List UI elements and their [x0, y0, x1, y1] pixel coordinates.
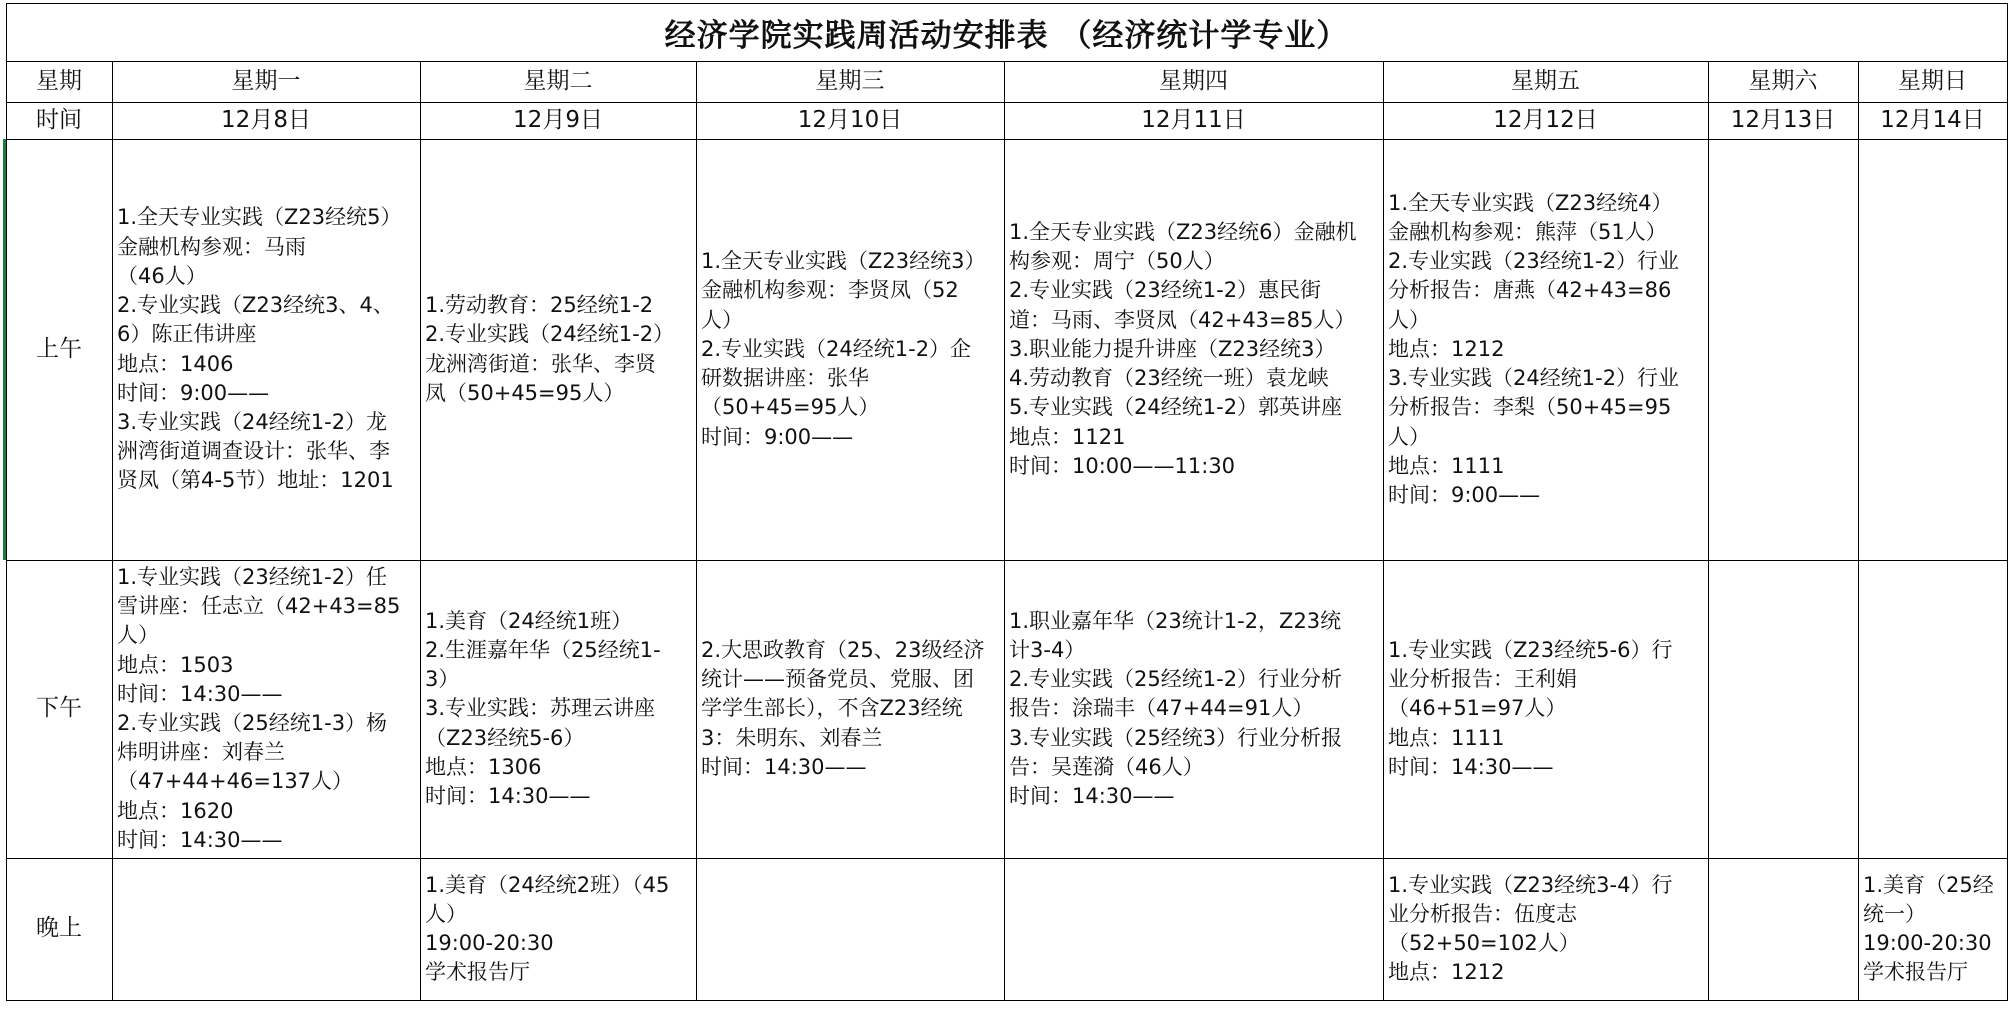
cell-line: 报告：涂瑞丰（47+44=91人）	[1009, 696, 1314, 721]
cell-line: 时间：9:00——	[117, 380, 270, 405]
cell-line: 19:00-20:30	[1863, 931, 1992, 955]
cell-line: 凤（50+45=95人）	[425, 380, 625, 405]
cell-line: 19:00-20:30	[425, 931, 554, 955]
cell-line: 1.美育（25经	[1863, 872, 1994, 897]
cell-line: 1.专业实践（23经统1-2）任	[117, 564, 388, 589]
header-date-2: 12月9日	[513, 106, 603, 133]
schedule-cell	[112, 560, 420, 858]
header-weekday-7: 星期日	[1898, 67, 1967, 94]
cell-line: （47+44+46=137人）	[117, 769, 354, 794]
header-date-7: 12月14日	[1880, 106, 1985, 133]
header-weekday-4: 星期四	[1159, 67, 1228, 94]
schedule-cell	[1383, 560, 1708, 858]
cell-line: 2.专业实践（25经统1-2）行业分析	[1009, 667, 1343, 692]
cell-line: 金融机构参观：熊萍（51人）	[1388, 220, 1667, 245]
cell-line: 贤凤（第4-5节）地址：1201	[117, 468, 394, 493]
cell-line: 人）	[425, 901, 467, 926]
schedule-cell	[696, 139, 1004, 560]
schedule-cell	[1004, 560, 1383, 858]
schedule-cell	[1858, 139, 2007, 560]
cell-line: 1.职业嘉年华（23统计1-2，Z23统	[1009, 608, 1342, 633]
cell-line: 分析报告：李梨（50+45=95	[1388, 395, 1672, 420]
cell-line: 时间：14:30——	[1388, 754, 1554, 779]
cell-line: 1.全天专业实践（Z23经统3）	[701, 249, 986, 274]
cell-line: 雪讲座：任志立（42+43=85	[117, 594, 401, 619]
cell-line: 地点：1406	[117, 351, 234, 376]
cell-line: 时间：14:30——	[117, 681, 283, 706]
schedule-cell	[420, 139, 696, 560]
schedule-cell	[420, 560, 696, 858]
cell-line: 人）	[1388, 307, 1430, 332]
cell-text	[117, 563, 415, 855]
header-weekday-6: 星期六	[1748, 67, 1818, 94]
cell-line: 2.专业实践（23经统1-2）惠民街	[1009, 278, 1322, 303]
cell-line: （46+51=97人）	[1388, 696, 1567, 721]
header-date-6: 12月13日	[1730, 106, 1836, 133]
cell-line: 金融机构参观：李贤凤（52	[701, 278, 959, 303]
cell-line: 3：朱明东、刘春兰	[701, 725, 883, 750]
grid-line	[420, 61, 421, 1001]
schedule-cell	[112, 139, 420, 560]
cell-line: 学术报告厅	[425, 960, 530, 985]
header-date-5: 12月12日	[1493, 106, 1598, 133]
header-date-1: 12月8日	[221, 106, 311, 133]
schedule-cell	[420, 858, 696, 1000]
cell-line: 地点：1212	[1388, 960, 1505, 985]
cell-line: 计3-4）	[1009, 637, 1086, 662]
cell-text	[1009, 607, 1378, 811]
cell-line: 龙洲湾街道：张华、李贤	[425, 351, 656, 376]
cell-text	[117, 203, 415, 495]
cell-line: 构参观：周宁（50人）	[1009, 249, 1225, 274]
schedule-cell	[696, 858, 1004, 1000]
period-label: 晚上	[36, 915, 82, 942]
cell-line: 1.专业实践（Z23经统3-4）行	[1388, 872, 1673, 897]
cell-line: 人）	[701, 307, 743, 332]
cell-line: 研数据讲座：张华	[701, 366, 869, 391]
schedule-cell	[1708, 560, 1858, 858]
cell-line: 1.美育（24经统2班）（45	[425, 872, 670, 897]
header-time-label: 时间	[36, 106, 82, 133]
cell-line: 2.专业实践（24经统1-2）企	[701, 336, 972, 361]
cell-line: 2.大思政教育（25、23级经济	[701, 637, 985, 662]
cell-line: （Z23经统5-6）	[425, 725, 585, 750]
cell-line: 地点：1306	[425, 754, 542, 779]
cell-line: 时间：9:00——	[701, 424, 854, 449]
cell-line: 洲湾街道调查设计：张华、李	[117, 439, 390, 464]
cell-text	[1863, 871, 2002, 988]
cell-text	[1388, 189, 1703, 510]
cell-line: 地点：1111	[1388, 725, 1505, 750]
cell-text	[1388, 871, 1703, 988]
cell-line: 3.专业实践（24经统1-2）行业	[1388, 366, 1680, 391]
cell-line: 时间：14:30——	[117, 827, 283, 852]
cell-line: 时间：14:30——	[701, 754, 867, 779]
header-weekday-5: 星期五	[1511, 67, 1580, 94]
cell-line: 1.专业实践（Z23经统5-6）行	[1388, 637, 1673, 662]
cell-line: 道：马雨、李贤凤（42+43=85人）	[1009, 307, 1356, 332]
cell-line: 统一）	[1863, 901, 1926, 926]
grid-line	[6, 3, 7, 61]
cell-line: 2.专业实践（23经统1-2）行业	[1388, 249, 1680, 274]
cell-line: （50+45=95人）	[701, 395, 880, 420]
cell-line: 3）	[425, 667, 460, 692]
cell-line: （46人）	[117, 263, 207, 288]
header-date-4: 12月11日	[1141, 106, 1246, 133]
cell-line: 3.专业实践（25经统3）行业分析报	[1009, 725, 1343, 750]
header-weekday-1: 星期一	[231, 67, 301, 94]
cell-line: 业分析报告：伍度志	[1388, 901, 1577, 926]
schedule-cell	[1004, 858, 1383, 1000]
cell-line: 学学生部长），不含Z23经统	[701, 696, 963, 721]
cell-line: （52+50=102人）	[1388, 931, 1580, 955]
cell-line: 人）	[1388, 424, 1430, 449]
cell-line: 3.职业能力提升讲座（Z23经统3）	[1009, 336, 1336, 361]
cell-text	[425, 871, 691, 988]
cell-line: 4.劳动教育（23经统一班）袁龙峡	[1009, 366, 1329, 391]
grid-line	[2007, 3, 2008, 61]
cell-line: 2.专业实践（25经统1-3）杨	[117, 711, 388, 735]
cell-line: 6）陈正伟讲座	[117, 322, 257, 347]
schedule-cell	[1858, 560, 2007, 858]
cell-line: 3.专业实践（24经统1-2）龙	[117, 409, 388, 434]
cell-line: 3.专业实践：苏理云讲座	[425, 696, 656, 721]
cell-line: 业分析报告：王利娟	[1388, 667, 1577, 692]
grid-line	[112, 61, 113, 1001]
schedule-cell	[1383, 139, 1708, 560]
grid-line	[1708, 61, 1709, 1001]
cell-line: 5.专业实践（24经统1-2）郭英讲座	[1009, 395, 1343, 420]
cell-line: 2.专业实践（Z23经统3、4、	[117, 293, 394, 318]
cell-line: 地点：1503	[117, 652, 234, 677]
cell-text	[425, 607, 691, 811]
cell-line: 统计——预备党员、党服、团	[701, 667, 974, 692]
cell-line: 地点：1212	[1388, 336, 1505, 361]
cell-line: 时间：14:30——	[425, 784, 591, 808]
grid-line	[1004, 61, 1005, 1001]
cell-line: 学术报告厅	[1863, 960, 1968, 985]
grid-line	[6, 3, 2007, 4]
cell-line: 时间：14:30——	[1009, 784, 1175, 808]
cell-line: 人）	[117, 623, 159, 648]
cell-line: 分析报告：唐燕（42+43=86	[1388, 278, 1672, 303]
cell-text	[425, 291, 691, 408]
sheet-title: 经济学院实践周活动安排表 （经济统计学专业）	[664, 18, 1349, 54]
cell-line: 炜明讲座：刘春兰	[117, 740, 285, 765]
cell-line: 2.专业实践（24经统1-2）	[425, 322, 675, 347]
period-label: 下午	[36, 695, 82, 722]
grid-line	[1383, 61, 1384, 1001]
schedule-cell	[1708, 139, 1858, 560]
schedule-cell	[1383, 858, 1708, 1000]
header-weekday-3: 星期三	[815, 67, 885, 94]
grid-line	[3, 139, 6, 560]
cell-line: 地点：1111	[1388, 453, 1505, 478]
schedule-cell	[112, 858, 420, 1000]
schedule-cell	[1858, 858, 2007, 1000]
schedule-cell	[1004, 139, 1383, 560]
cell-line: 1.全天专业实践（Z23经统6）金融机	[1009, 220, 1357, 245]
header-weekday-label: 星期	[36, 67, 82, 94]
header-date-3: 12月10日	[797, 106, 903, 133]
cell-line: 告：吴莲漪（46人）	[1009, 754, 1204, 779]
cell-line: 地点：1121	[1009, 424, 1126, 449]
cell-text	[1388, 636, 1703, 782]
cell-line: 地点：1620	[117, 798, 234, 823]
cell-line: 1.美育（24经统1班）	[425, 608, 633, 633]
cell-line: 1.劳动教育：25经统1-2	[425, 293, 654, 318]
cell-text	[701, 636, 999, 782]
header-weekday-2: 星期二	[523, 67, 593, 94]
cell-text	[701, 247, 999, 451]
grid-line	[696, 61, 697, 1001]
cell-line: 2.生涯嘉年华（25经统1-	[425, 637, 661, 662]
cell-line: 1.全天专业实践（Z23经统4）	[1388, 190, 1673, 215]
cell-line: 时间：9:00——	[1388, 482, 1541, 507]
grid-line	[2007, 61, 2008, 1001]
grid-line	[1858, 61, 1859, 1001]
cell-text	[1009, 218, 1378, 481]
cell-line: 金融机构参观：马雨	[117, 234, 306, 259]
cell-line: 时间：10:00——11:30	[1009, 453, 1236, 478]
schedule-cell	[1708, 858, 1858, 1000]
grid-line	[6, 61, 7, 1001]
cell-line: 1.全天专业实践（Z23经统5）	[117, 205, 402, 230]
period-label: 上午	[36, 335, 82, 362]
schedule-cell	[696, 560, 1004, 858]
